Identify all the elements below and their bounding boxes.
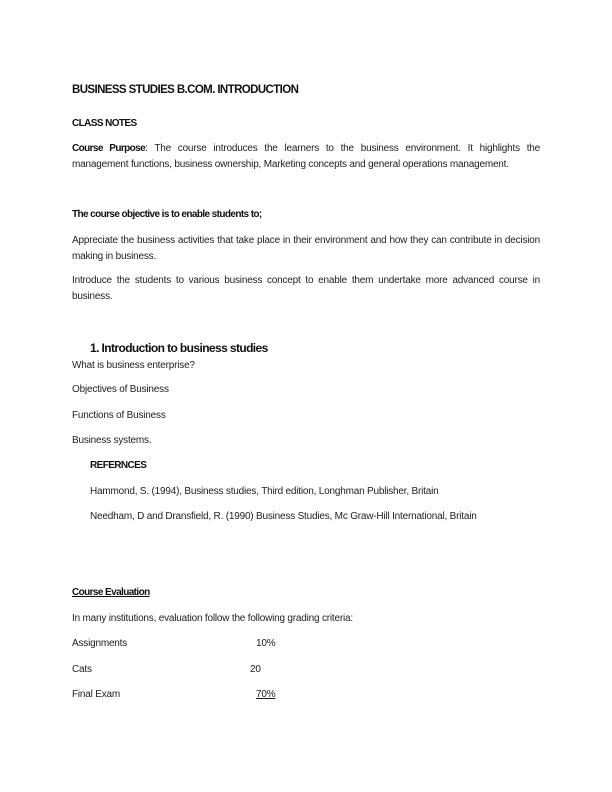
grading-row-value: 10% xyxy=(256,638,276,649)
section-title: Introduction to business studies xyxy=(101,341,268,355)
course-evaluation-heading: Course Evaluation xyxy=(72,587,150,598)
list-item: What is business enterprise? xyxy=(72,360,195,371)
grading-row-value: 70% xyxy=(256,689,276,700)
grading-row-label: Assignments xyxy=(72,638,128,649)
reference-entry: Hammond, S. (1994), Business studies, Third edition, Longhman Publisher, Britain xyxy=(90,486,439,497)
course-purpose-paragraph xyxy=(72,141,540,173)
list-item: Objectives of Business xyxy=(72,384,169,395)
objective-paragraph: Introduce the students to various business concept to enable them undertake more advanced course in business. xyxy=(72,275,540,302)
evaluation-intro: In many institutions, evaluation follow the following grading criteria: xyxy=(72,613,353,624)
references-heading: REFERNCES xyxy=(90,460,147,471)
grading-row-value: 20 xyxy=(250,664,261,675)
grading-row-label: Final Exam xyxy=(72,689,121,700)
grading-row-label: Cats xyxy=(72,664,92,675)
document-title: BUSINESS STUDIES B.COM. INTRODUCTION xyxy=(72,84,299,96)
list-item: Functions of Business xyxy=(72,410,166,421)
objective-paragraph: Appreciate the business activities that take place in their environment and how they can contribute in decision making in business. xyxy=(72,235,540,262)
section-heading xyxy=(90,340,268,356)
section-number: 1. xyxy=(90,341,99,355)
course-purpose-label: Course Purpose xyxy=(72,143,146,154)
reference-entry: Needham, D and Dransfield, R. (1990) Business Studies, Mc Graw-Hill International, Britain xyxy=(90,511,477,522)
class-notes-heading: CLASS NOTES xyxy=(72,118,137,129)
course-purpose-text: : The course introduces the learners to the business environment. It highlights the management functions, business ownership, Marketing concepts and general operations management. xyxy=(72,143,540,170)
objective-heading: The course objective is to enable students to; xyxy=(72,209,262,220)
list-item: Business systems. xyxy=(72,435,152,446)
